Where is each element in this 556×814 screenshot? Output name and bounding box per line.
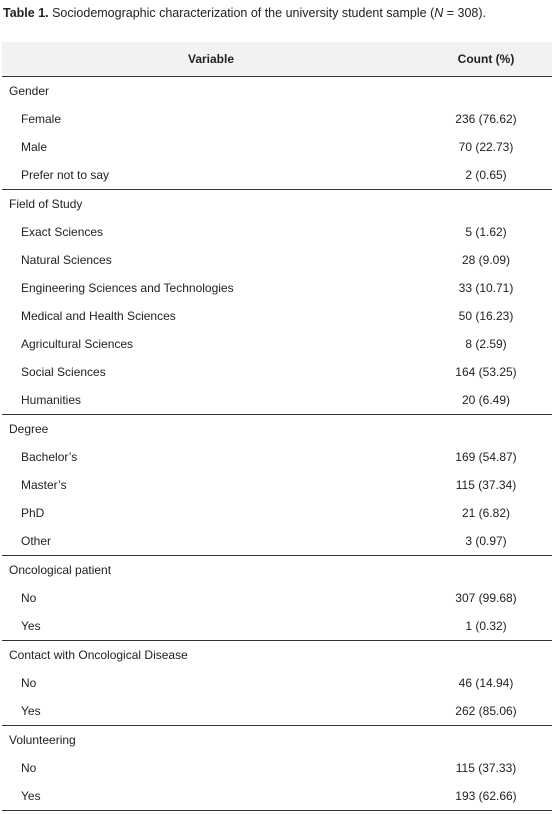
table-header-row [2,42,552,76]
table-row [2,161,552,190]
table-row [2,471,552,499]
group-count-cell [420,189,552,218]
row-label: Agricultural Sciences [21,336,134,351]
table-caption-sample-size: = 308). [443,6,487,20]
sample-size-symbol: N [434,6,444,20]
row-count: 164 (53.25) [455,364,517,379]
group-count-cell [420,555,552,584]
table-row [2,443,552,471]
table-row [2,218,552,246]
row-label: Master’s [21,477,67,492]
group-row [2,555,552,584]
row-count: 169 (54.87) [455,449,517,464]
table-caption [0,0,556,26]
table-container [2,42,552,811]
row-label: Yes [2,697,420,726]
group-label: Contact with Oncological Disease [9,647,188,662]
row-label: Yes [2,782,420,811]
row-count: 193 (62.66) [420,782,552,811]
row-count: 20 (6.49) [420,386,552,415]
row-count: 46 (14.94) [458,675,514,690]
group-row [2,725,552,754]
group-count-cell [420,640,552,669]
group-label: Gender [9,83,50,98]
row-count: 307 (99.68) [455,590,517,605]
row-label: No [21,675,37,690]
table-row [2,584,552,612]
group-label: Degree [9,421,49,436]
group-row [2,414,552,443]
table-body [2,76,552,810]
table-row [2,669,552,697]
table-caption-text: Sociodemographic characterization of the university student sample ( [48,6,435,20]
sociodemographic-table [2,42,552,811]
row-label: Natural Sciences [21,252,112,267]
group-count-cell [420,76,552,105]
row-count: 262 (85.06) [420,697,552,726]
table-row [2,612,552,641]
table-row [2,105,552,133]
row-label: Yes [2,612,420,641]
group-label: Oncological patient [9,562,112,577]
table-row [2,782,552,811]
row-label: Other [2,527,420,556]
table-row [2,330,552,358]
table-row [2,274,552,302]
table-row [2,754,552,782]
row-label: No [21,590,37,605]
row-label: Female [21,111,62,126]
group-row [2,640,552,669]
row-count: 70 (22.73) [458,139,514,154]
row-label: Engineering Sciences and Technologies [21,280,234,295]
row-count: 115 (37.34) [455,477,517,492]
row-count: 21 (6.82) [461,505,511,520]
row-count: 236 (76.62) [455,111,517,126]
column-header-count: Count (%) [420,42,552,76]
row-count: 28 (9.09) [461,252,511,267]
row-label: No [21,760,37,775]
row-count: 50 (16.23) [458,308,514,323]
group-count-cell [420,414,552,443]
row-count: 3 (0.97) [420,527,552,556]
row-label: Exact Sciences [21,224,104,239]
table-row [2,697,552,726]
group-label: Volunteering [9,732,76,747]
group-row [2,76,552,105]
row-label: Bachelor’s [21,449,78,464]
table-row [2,386,552,415]
row-label: Humanities [2,386,420,415]
row-count: 115 (37.33) [455,760,517,775]
row-label: Male [21,139,48,154]
table-row [2,527,552,556]
row-label: Prefer not to say [2,161,420,190]
row-count: 1 (0.32) [420,612,552,641]
row-label: Medical and Health Sciences [21,308,176,323]
row-count: 2 (0.65) [420,161,552,190]
row-label: PhD [21,505,45,520]
group-row [2,189,552,218]
row-label: Social Sciences [21,364,106,379]
table-row [2,302,552,330]
column-header-variable: Variable [2,42,420,76]
group-label: Field of Study [9,196,83,211]
table-row [2,358,552,386]
table-caption-label: Table 1. [3,6,49,20]
row-count: 5 (1.62) [465,224,507,239]
table-row [2,499,552,527]
table-row [2,133,552,161]
row-count: 33 (10.71) [458,280,514,295]
table-row [2,246,552,274]
row-count: 8 (2.59) [465,336,507,351]
group-count-cell [420,725,552,754]
